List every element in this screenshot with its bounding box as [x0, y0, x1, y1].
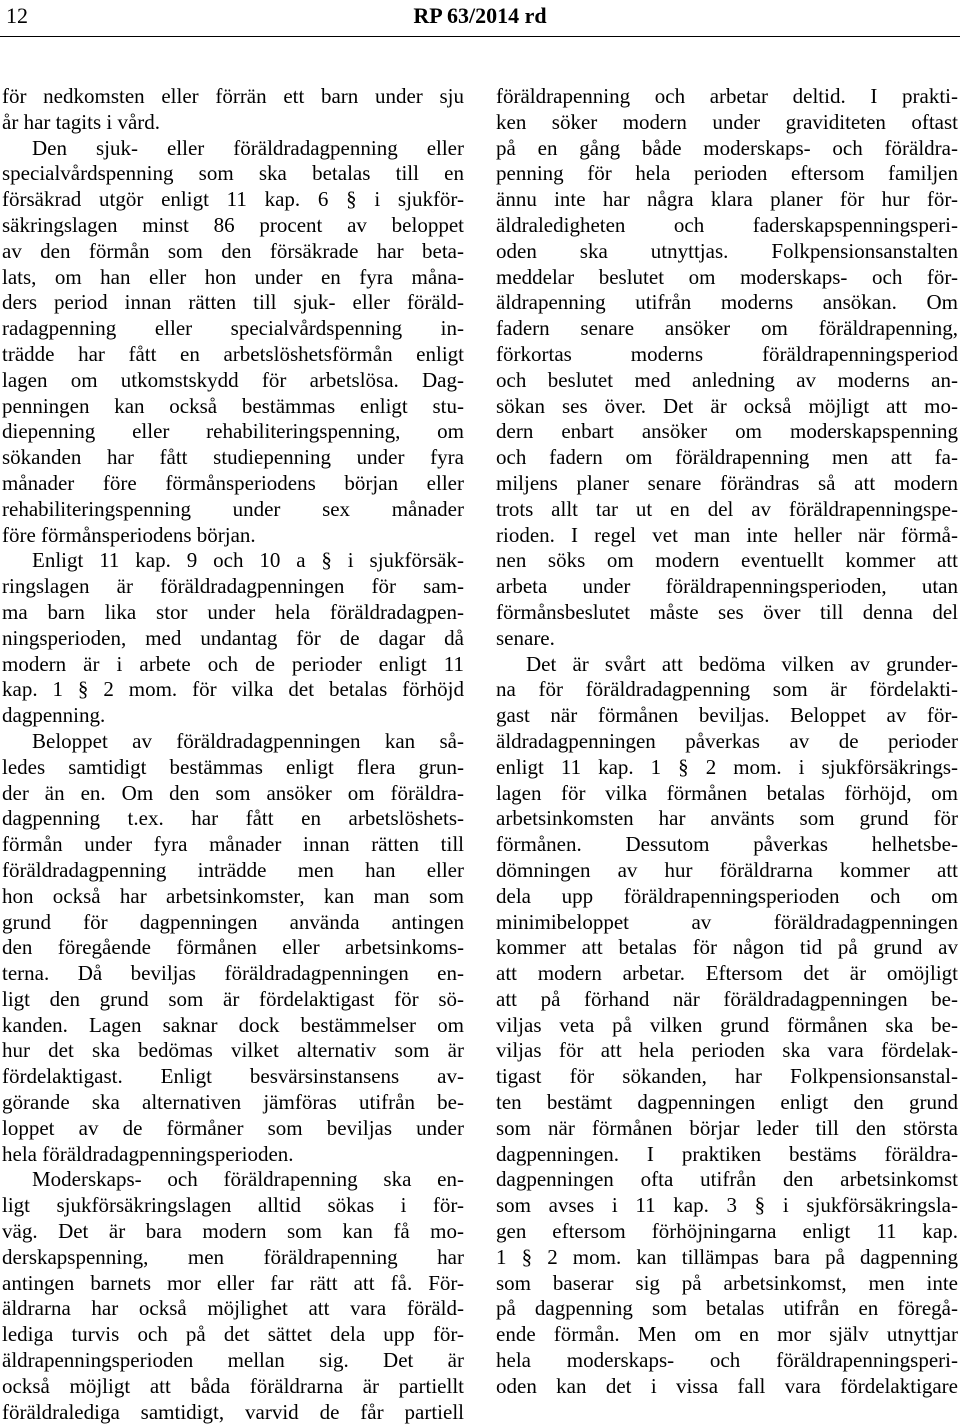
- text-line: av den förmån som den försäkrade har beta-: [2, 238, 464, 263]
- text-line: sökanden har fått studiepenning under fyra: [2, 445, 464, 470]
- text-line: föräldralediga samtidigt, varvid de får partiell: [2, 1399, 464, 1424]
- text-line: hon också har arbetsinkomster, kan man som: [2, 883, 464, 908]
- text-line: terna. Då beviljas föräldradagpenningen en-: [2, 961, 464, 986]
- text-line: radagpenning eller specialvårdspenning in-: [2, 316, 464, 341]
- text-line: gast när förmånen beviljas. Beloppet av för-: [496, 703, 958, 728]
- text-line: modern är i arbete och de perioder enligt 11: [2, 651, 464, 676]
- text-line: loppet av de förmåner som beviljas under: [2, 1115, 464, 1140]
- text-line: och beslutet med anledning av moderns an-: [496, 367, 958, 392]
- text-line: äldrapenning utifrån moderns ansökan. Om: [496, 290, 958, 315]
- text-line: antingen barnets mor eller far rätt att få. För-: [2, 1270, 464, 1295]
- text-line: fadern senare ansöker om föräldrapenning,: [496, 316, 958, 341]
- text-line: specialvårdspenning som ska betalas till en: [2, 161, 464, 186]
- text-line: som när förmånen börjar leder till den största: [496, 1115, 958, 1140]
- text-line: dagpenningen ofta utifrån den arbetsinkomst: [496, 1167, 958, 1192]
- text-line: oden kan det i vissa fall vara fördelaktigare: [496, 1373, 958, 1398]
- text-line: dern enbart ansöker om moderskapspenning: [496, 419, 958, 444]
- text-line: Moderskaps- och föräldrapenning ska en-: [32, 1167, 464, 1192]
- text-line: rehabiliteringspenning under sex månader: [2, 496, 464, 521]
- text-line: meddelar beslutet om moderskaps- och för-: [496, 264, 958, 289]
- text-line: sökan ses över. Det är också möjligt att mo-: [496, 393, 958, 418]
- text-line: som baserar sig på arbetsinkomst, men inte: [496, 1270, 958, 1295]
- text-line: viljas för att hela perioden ska vara fördelak-: [496, 1038, 958, 1063]
- text-line: före förmånsperiodens början.: [2, 522, 256, 547]
- right-text-column: [496, 84, 958, 1398]
- text-line: ligt den grund som är fördelaktigast för sö-: [2, 986, 464, 1011]
- text-line: miljens planer senare förändras så att modern: [496, 470, 958, 495]
- text-line: den föregående förmånen eller arbetsinkoms-: [2, 935, 464, 960]
- text-line: förmån under fyra månader innan rätten till: [2, 832, 464, 857]
- text-line: hur det ska bedömas vilket alternativ som är: [2, 1038, 464, 1063]
- text-line: månader före förmånsperiodens början eller: [2, 470, 464, 495]
- text-line: ten bestämt dagpenningen enligt den grund: [496, 1090, 958, 1115]
- text-line: oden ska utnyttjas. Folkpensionsanstalten: [496, 238, 958, 263]
- text-line: väg. Det är bara modern som kan få mo-: [2, 1219, 464, 1244]
- header-rule: [0, 36, 960, 37]
- text-line: kap. 1 § 2 mom. för vilka det betalas förhöjd: [2, 677, 464, 702]
- text-line: på en gång både moderskaps- och föräldra-: [496, 135, 958, 160]
- text-line: grund för dagpenningen använda antingen: [2, 909, 464, 934]
- text-line: der än en. Om den som ansöker om föräldra-: [2, 780, 464, 805]
- text-line: säkringslagen minst 86 procent av beloppet: [2, 212, 464, 237]
- text-line: hela föräldradagpenningsperioden.: [2, 1141, 294, 1166]
- text-line: gen eftersom förhöjningarna enligt 11 kap.: [496, 1219, 958, 1244]
- text-line: år har tagits i vård.: [2, 109, 161, 134]
- text-line: äldradagpenningen påverkas av de perioder: [496, 728, 958, 753]
- text-line: att modern arbetar. Eftersom det är omöjligt: [496, 961, 958, 986]
- text-line: försäkrad utgör enligt 11 kap. 6 § i sjukför-: [2, 187, 464, 212]
- text-line: att på förhand när föräldradagpenningen be-: [496, 986, 958, 1011]
- text-line: dagpenning t.ex. har fått en arbetslöshets-: [2, 806, 464, 831]
- text-line: penningen kan också bestämmas enligt stu-: [2, 393, 464, 418]
- text-line: görande ska alternativen jämföras utifrån be-: [2, 1090, 464, 1115]
- page-header: [0, 0, 960, 40]
- text-line: ännu inte har några klara planer för hur för-: [496, 187, 958, 212]
- text-line: ken söker modern under graviditeten oftast: [496, 109, 958, 134]
- text-line: för nedkomsten eller förrän ett barn under sju: [2, 84, 464, 108]
- text-line: trädde har fått en arbetslöshetsförmån enligt: [2, 341, 464, 366]
- text-line: Beloppet av föräldradagpenningen kan så-: [32, 728, 464, 753]
- text-line: ningsperioden, med undantag för de dagar då: [2, 625, 464, 650]
- text-line: kommer att betalas för någon tid på grund av: [496, 935, 958, 960]
- text-line: äldrapenningsperioden mellan sig. Det är: [2, 1348, 464, 1373]
- left-text-column: [2, 84, 464, 1424]
- text-line: 1 § 2 mom. kan tillämpas bara på dagpenning: [496, 1244, 958, 1269]
- text-line: Det är svårt att bedöma vilken av grunder-: [526, 651, 958, 676]
- text-line: lagen om utkomstskydd för arbetslösa. Dag-: [2, 367, 464, 392]
- text-line: viljas veta på vilken grund förmånen ska be-: [496, 1012, 958, 1037]
- text-line: dela upp föräldrapenningsperioden och om: [496, 883, 958, 908]
- text-line: na för föräldradagpenning som är fördelakti-: [496, 677, 958, 702]
- text-line: lats, om han eller hon under en fyra måna-: [2, 264, 464, 289]
- text-line: ledes samtidigt bestämmas enligt flera grun-: [2, 754, 464, 779]
- page-number: 12: [6, 3, 28, 28]
- text-line: nen söks om modern eventuellt kommer att: [496, 548, 958, 573]
- text-line: ma barn lika stor under hela föräldradagpen-: [2, 599, 464, 624]
- text-line: ligt sjukförsäkringslagen alltid sökas i för-: [2, 1193, 464, 1218]
- text-line: arbeta under föräldrapenningsperioden, utan: [496, 574, 958, 599]
- text-line: minimibeloppet av föräldradagpenningen: [496, 909, 958, 934]
- text-line: förmånsbeslutet måste ses över till denna del: [496, 599, 958, 624]
- text-line: penning för hela perioden eftersom familjen: [496, 161, 958, 186]
- text-line: äldrarna har också möjlighet att vara föräld-: [2, 1296, 464, 1321]
- text-line: föräldrapenning och arbetar deltid. I prakti-: [496, 84, 958, 108]
- text-line: Den sjuk- eller föräldradagpenning eller: [32, 135, 464, 160]
- text-line: fördelaktigast. Enligt besvärsinstansens av-: [2, 1064, 464, 1089]
- text-line: hela moderskaps- och föräldrapenningsperi-: [496, 1348, 958, 1373]
- text-line: föräldradagpenning inträdde men han eller: [2, 857, 464, 882]
- text-line: på dagpenning som betalas utifrån en föregå-: [496, 1296, 958, 1321]
- text-line: lagen för vilka förmånen betalas förhöjd, om: [496, 780, 958, 805]
- text-line: rioden. I regel vet man inte heller när förmå-: [496, 522, 958, 547]
- document-id: RP 63/2014 rd: [413, 3, 547, 28]
- text-line: senare.: [496, 625, 555, 650]
- text-line: förkortas moderns föräldrapenningsperiod: [496, 341, 958, 366]
- text-line: dagpenning.: [2, 703, 106, 728]
- text-line: Enligt 11 kap. 9 och 10 a § i sjukförsäk-: [32, 548, 464, 573]
- text-line: diepenning eller rehabiliteringspenning, om: [2, 419, 464, 444]
- text-line: trots allt tar ut en del av föräldrapenningspe-: [496, 496, 958, 521]
- text-line: lediga turvis och på det sättet dela upp för-: [2, 1322, 464, 1347]
- text-line: tigast för sökanden, har Folkpensionsanstal-: [496, 1064, 958, 1089]
- text-line: enligt 11 kap. 1 § 2 mom. i sjukförsäkrings-: [496, 754, 958, 779]
- text-line: som avses i 11 kap. 3 § i sjukförsäkringsla-: [496, 1193, 958, 1218]
- text-line: arbetsinkomsten har använts som grund för: [496, 806, 958, 831]
- text-line: dömningen av hur föräldrarna kommer att: [496, 857, 958, 882]
- text-line: kanden. Lagen saknar dock bestämmelser om: [2, 1012, 464, 1037]
- text-line: ende förmån. Men om en mor själv utnyttjar: [496, 1322, 958, 1347]
- text-line: och fadern om föräldrapenning men att fa-: [496, 445, 958, 470]
- text-line: förmånen. Dessutom påverkas helhetsbe-: [496, 832, 958, 857]
- text-line: ringslagen är föräldradagpenningen för sam-: [2, 574, 464, 599]
- text-line: dagpenningen. I praktiken bestäms föräldra-: [496, 1141, 958, 1166]
- text-line: ders period innan rätten till sjuk- eller föräld-: [2, 290, 464, 315]
- text-line: äldraledigheten och faderskapspenningsperi-: [496, 212, 958, 237]
- text-line: också möjligt att båda föräldrarna är partiellt: [2, 1373, 464, 1398]
- text-line: derskapspenning, men föräldrapenning har: [2, 1244, 464, 1269]
